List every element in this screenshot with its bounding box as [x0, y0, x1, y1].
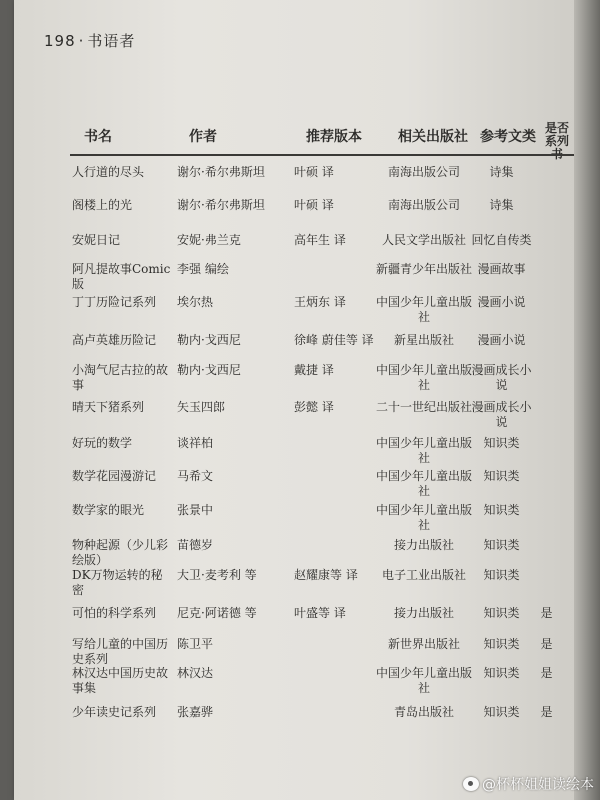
- book-title-cell: 林汉达中国历史故事集: [72, 666, 169, 695]
- book-title-cell: 数学花园漫游记: [72, 469, 157, 483]
- genre-cell: 知识类: [483, 705, 520, 719]
- page-header: [44, 30, 135, 51]
- edition-cell: 叶硕 译: [294, 165, 334, 179]
- publisher-cell: 二十一世纪出版社: [375, 400, 472, 414]
- series-cell: 是: [540, 606, 553, 620]
- publisher-cell: 电子工业出版社: [381, 568, 466, 582]
- genre-cell: 知识类: [483, 538, 520, 552]
- publisher-cell: 新星出版社: [393, 333, 454, 347]
- genre-cell: 知识类: [483, 666, 520, 680]
- book-title-cell: 少年读史记系列: [72, 705, 157, 719]
- publisher-cell: 新疆青少年出版社: [375, 262, 472, 276]
- book-title-cell: 晴天下猪系列: [72, 400, 145, 414]
- genre-cell: 漫画故事: [477, 262, 526, 276]
- publisher-cell: 南海出版公司: [387, 198, 460, 212]
- publisher-cell: 青岛出版社: [393, 705, 454, 719]
- header-dot: ·: [78, 32, 85, 50]
- series-cell: 是: [540, 666, 553, 680]
- book-page: [14, 0, 574, 800]
- header-author: 作者: [189, 129, 217, 145]
- page-number: 198: [44, 32, 76, 50]
- book-title-cell: 阁楼上的光: [72, 198, 133, 212]
- book-title-cell: 高卢英雄历险记: [72, 333, 157, 347]
- genre-cell: 知识类: [483, 469, 520, 483]
- genre-cell: 漫画小说: [477, 333, 526, 347]
- author-cell: 谢尔·希尔弗斯坦: [177, 198, 265, 212]
- genre-cell: 知识类: [483, 637, 520, 651]
- publisher-cell: 中国少年儿童出版社: [375, 666, 472, 695]
- edition-cell: 戴捷 译: [294, 363, 334, 377]
- header-edition: 推荐版本: [306, 129, 362, 145]
- author-cell: 谈祥柏: [177, 436, 214, 450]
- author-cell: 大卫·麦考利 等: [177, 568, 257, 582]
- book-title-cell: 安妮日记: [72, 233, 121, 247]
- publisher-cell: 中国少年儿童出版社: [375, 436, 472, 465]
- author-cell: 尼克·阿诺德 等: [177, 606, 257, 620]
- series-cell: 是: [540, 705, 553, 719]
- book-title-cell: 小淘气尼古拉的故事: [72, 363, 169, 392]
- book-title: 书语者: [87, 32, 136, 50]
- book-title-cell: 人行道的尽头: [72, 165, 145, 179]
- edition-cell: 徐峰 蔚佳等 译: [294, 333, 374, 347]
- book-spine-edge: [574, 0, 600, 800]
- publisher-cell: 中国少年儿童出版社: [375, 295, 472, 324]
- publisher-cell: 中国少年儿童出版社: [375, 503, 472, 532]
- genre-cell: 漫画成长小说: [471, 363, 532, 392]
- genre-cell: 漫画成长小说: [471, 400, 532, 429]
- author-cell: 谢尔·希尔弗斯坦: [177, 165, 265, 179]
- author-cell: 矢玉四郎: [177, 400, 226, 414]
- series-cell: 是: [540, 637, 553, 651]
- book-title-cell: 好玩的数学: [72, 436, 133, 450]
- author-cell: 安妮·弗兰克: [177, 233, 241, 247]
- edition-cell: 王炳东 译: [294, 295, 346, 309]
- edition-cell: 叶硕 译: [294, 198, 334, 212]
- publisher-cell: 新世界出版社: [387, 637, 460, 651]
- header-series: 是否系列书: [544, 121, 569, 161]
- author-cell: 马希文: [177, 469, 214, 483]
- watermark-text: @杯杯姐姐读绘本: [482, 777, 594, 793]
- book-title-cell: 物种起源（少儿彩绘版）: [72, 538, 169, 567]
- author-cell: 张嘉骅: [177, 705, 214, 719]
- genre-cell: 知识类: [483, 568, 520, 582]
- edition-cell: 高年生 译: [294, 233, 346, 247]
- edition-cell: 赵耀康等 译: [294, 568, 358, 582]
- author-cell: 陈卫平: [177, 637, 214, 651]
- publisher-cell: 中国少年儿童出版社: [375, 469, 472, 498]
- book-title-cell: 写给儿童的中国历史系列: [72, 637, 169, 666]
- author-cell: 埃尔热: [177, 295, 214, 309]
- publisher-cell: 接力出版社: [393, 606, 454, 620]
- book-title-cell: 可怕的科学系列: [72, 606, 157, 620]
- author-cell: 勒内·戈西尼: [177, 333, 241, 347]
- genre-cell: 诗集: [489, 165, 514, 179]
- author-cell: 张景中: [177, 503, 214, 517]
- genre-cell: 诗集: [489, 198, 514, 212]
- genre-cell: 漫画小说: [477, 295, 526, 309]
- author-cell: 勒内·戈西尼: [177, 363, 241, 377]
- table-header: [14, 118, 574, 161]
- edition-cell: 叶盛等 译: [294, 606, 346, 620]
- book-title-cell: 数学家的眼光: [72, 503, 145, 517]
- edition-cell: 彭懿 译: [294, 400, 334, 414]
- book-title-cell: 丁丁历险记系列: [72, 295, 157, 309]
- publisher-cell: 人民文学出版社: [381, 233, 466, 247]
- genre-cell: 知识类: [483, 436, 520, 450]
- weibo-icon: [463, 777, 479, 791]
- book-title-cell: DK万物运转的秘密: [72, 568, 163, 597]
- publisher-cell: 南海出版公司: [387, 165, 460, 179]
- watermark: [463, 774, 594, 794]
- genre-cell: 回忆自传类: [471, 233, 532, 247]
- author-cell: 苗德岁: [177, 538, 214, 552]
- book-title-cell: 阿凡提故事Comic版: [72, 262, 171, 291]
- header-genre: 参考文类: [480, 129, 536, 145]
- header-divider: [70, 154, 574, 156]
- genre-cell: 知识类: [483, 503, 520, 517]
- header-title: 书名: [84, 129, 112, 145]
- author-cell: 林汉达: [177, 666, 214, 680]
- header-publisher: 相关出版社: [398, 129, 468, 145]
- author-cell: 李强 编绘: [177, 262, 229, 276]
- publisher-cell: 中国少年儿童出版社: [375, 363, 472, 392]
- genre-cell: 知识类: [483, 606, 520, 620]
- publisher-cell: 接力出版社: [393, 538, 454, 552]
